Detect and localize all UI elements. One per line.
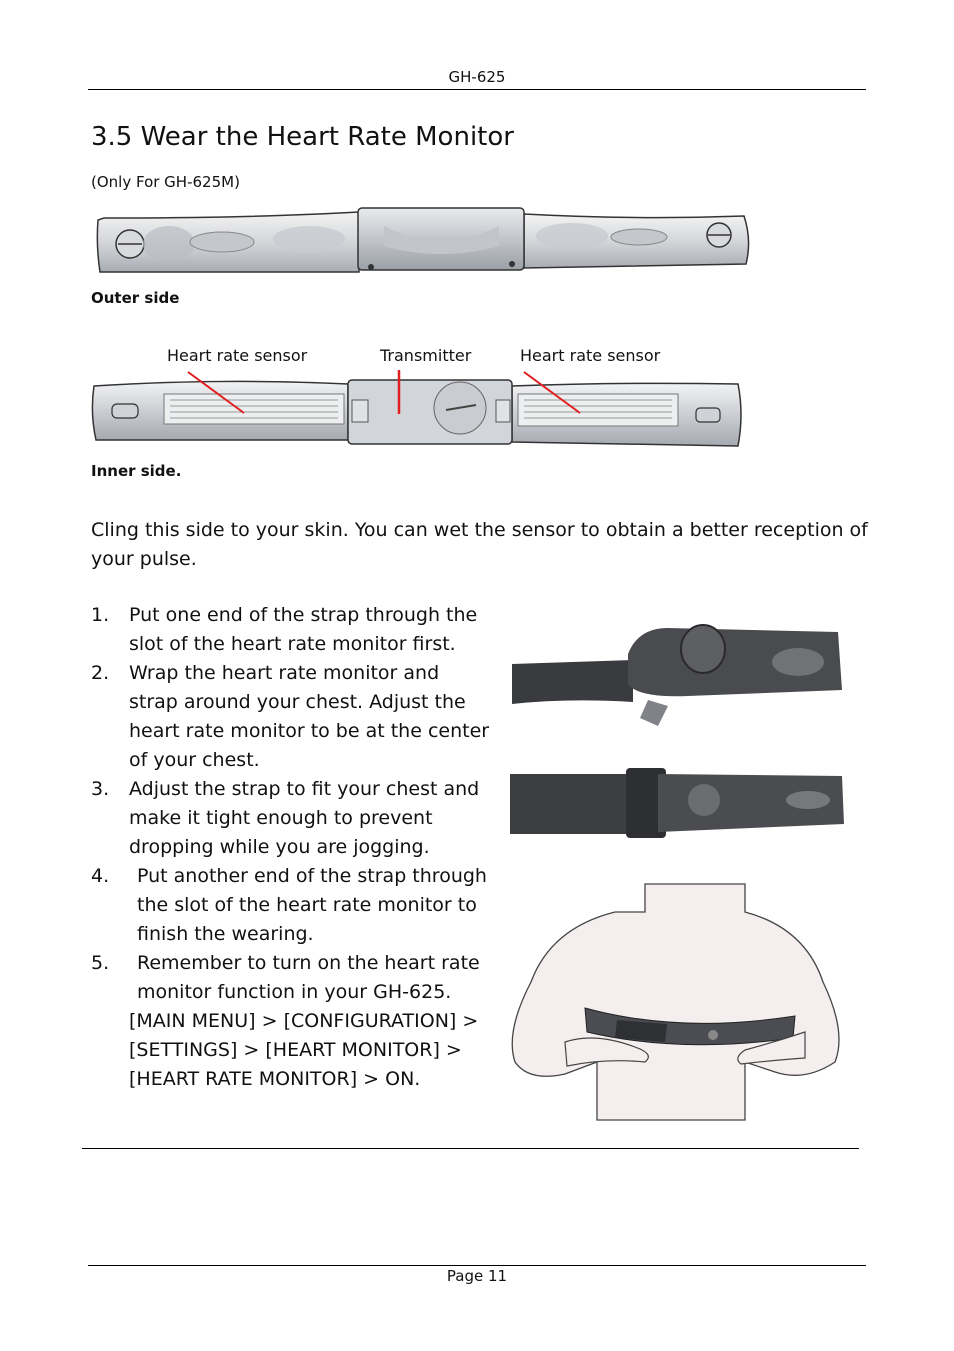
- outer-strap-image: [94, 206, 754, 278]
- list-item: [91, 775, 491, 862]
- step-number: 3.: [91, 778, 110, 800]
- list-item: [91, 862, 491, 949]
- step-text: Put another end of the strap through the slot of the heart rate monitor to finish the wearing.: [137, 865, 487, 945]
- content-rule: [82, 1148, 859, 1149]
- step-text: Put one end of the strap through the slot of the heart rate monitor first.: [129, 604, 478, 655]
- header-rule: [88, 89, 866, 90]
- inner-side-caption: Inner side.: [91, 462, 182, 480]
- step-number: 4.: [91, 865, 110, 887]
- step-number: 2.: [91, 662, 110, 684]
- list-item: [91, 949, 491, 1094]
- strap-slot-image: [508, 614, 848, 734]
- section-title: 3.5 Wear the Heart Rate Monitor: [91, 122, 514, 152]
- pointer-lines: [0, 366, 954, 466]
- menu-path-text: [MAIN MENU] > [CONFIGURATION] > [SETTINGS] > [HEART MONITOR] > [HEART RATE MONITOR] > ON.: [129, 1010, 479, 1090]
- chest-wearing-image: [505, 882, 855, 1122]
- step-text: Adjust the strap to fit your chest and make it tight enough to prevent dropping while you are jogging.: [129, 778, 480, 858]
- step-text: Wrap the heart rate monitor and strap around your chest. Adjust the heart rate monitor to be at the center of your chest.: [129, 662, 490, 771]
- outer-side-caption: Outer side: [91, 289, 180, 307]
- step-number: 1.: [91, 604, 110, 626]
- list-item: [91, 659, 491, 775]
- label-transmitter: Transmitter: [380, 346, 472, 365]
- label-heart-rate-sensor-left: Heart rate sensor: [167, 346, 308, 365]
- page-number: Page 11: [446, 1267, 508, 1285]
- page-header: GH-625: [448, 68, 506, 86]
- step-number: 5.: [91, 952, 110, 974]
- label-heart-rate-sensor-right: Heart rate sensor: [520, 346, 661, 365]
- footer-rule: [88, 1265, 866, 1266]
- wear-steps-list: [91, 601, 491, 1094]
- list-item: [91, 601, 491, 659]
- intro-paragraph: Cling this side to your skin. You can wet the sensor to obtain a better reception of your pulse.: [91, 519, 868, 570]
- section-subtitle: (Only For GH-625M): [91, 173, 240, 191]
- strap-closed-image: [508, 764, 848, 840]
- step-text: Remember to turn on the heart rate monitor function in your GH-625.: [137, 952, 480, 1003]
